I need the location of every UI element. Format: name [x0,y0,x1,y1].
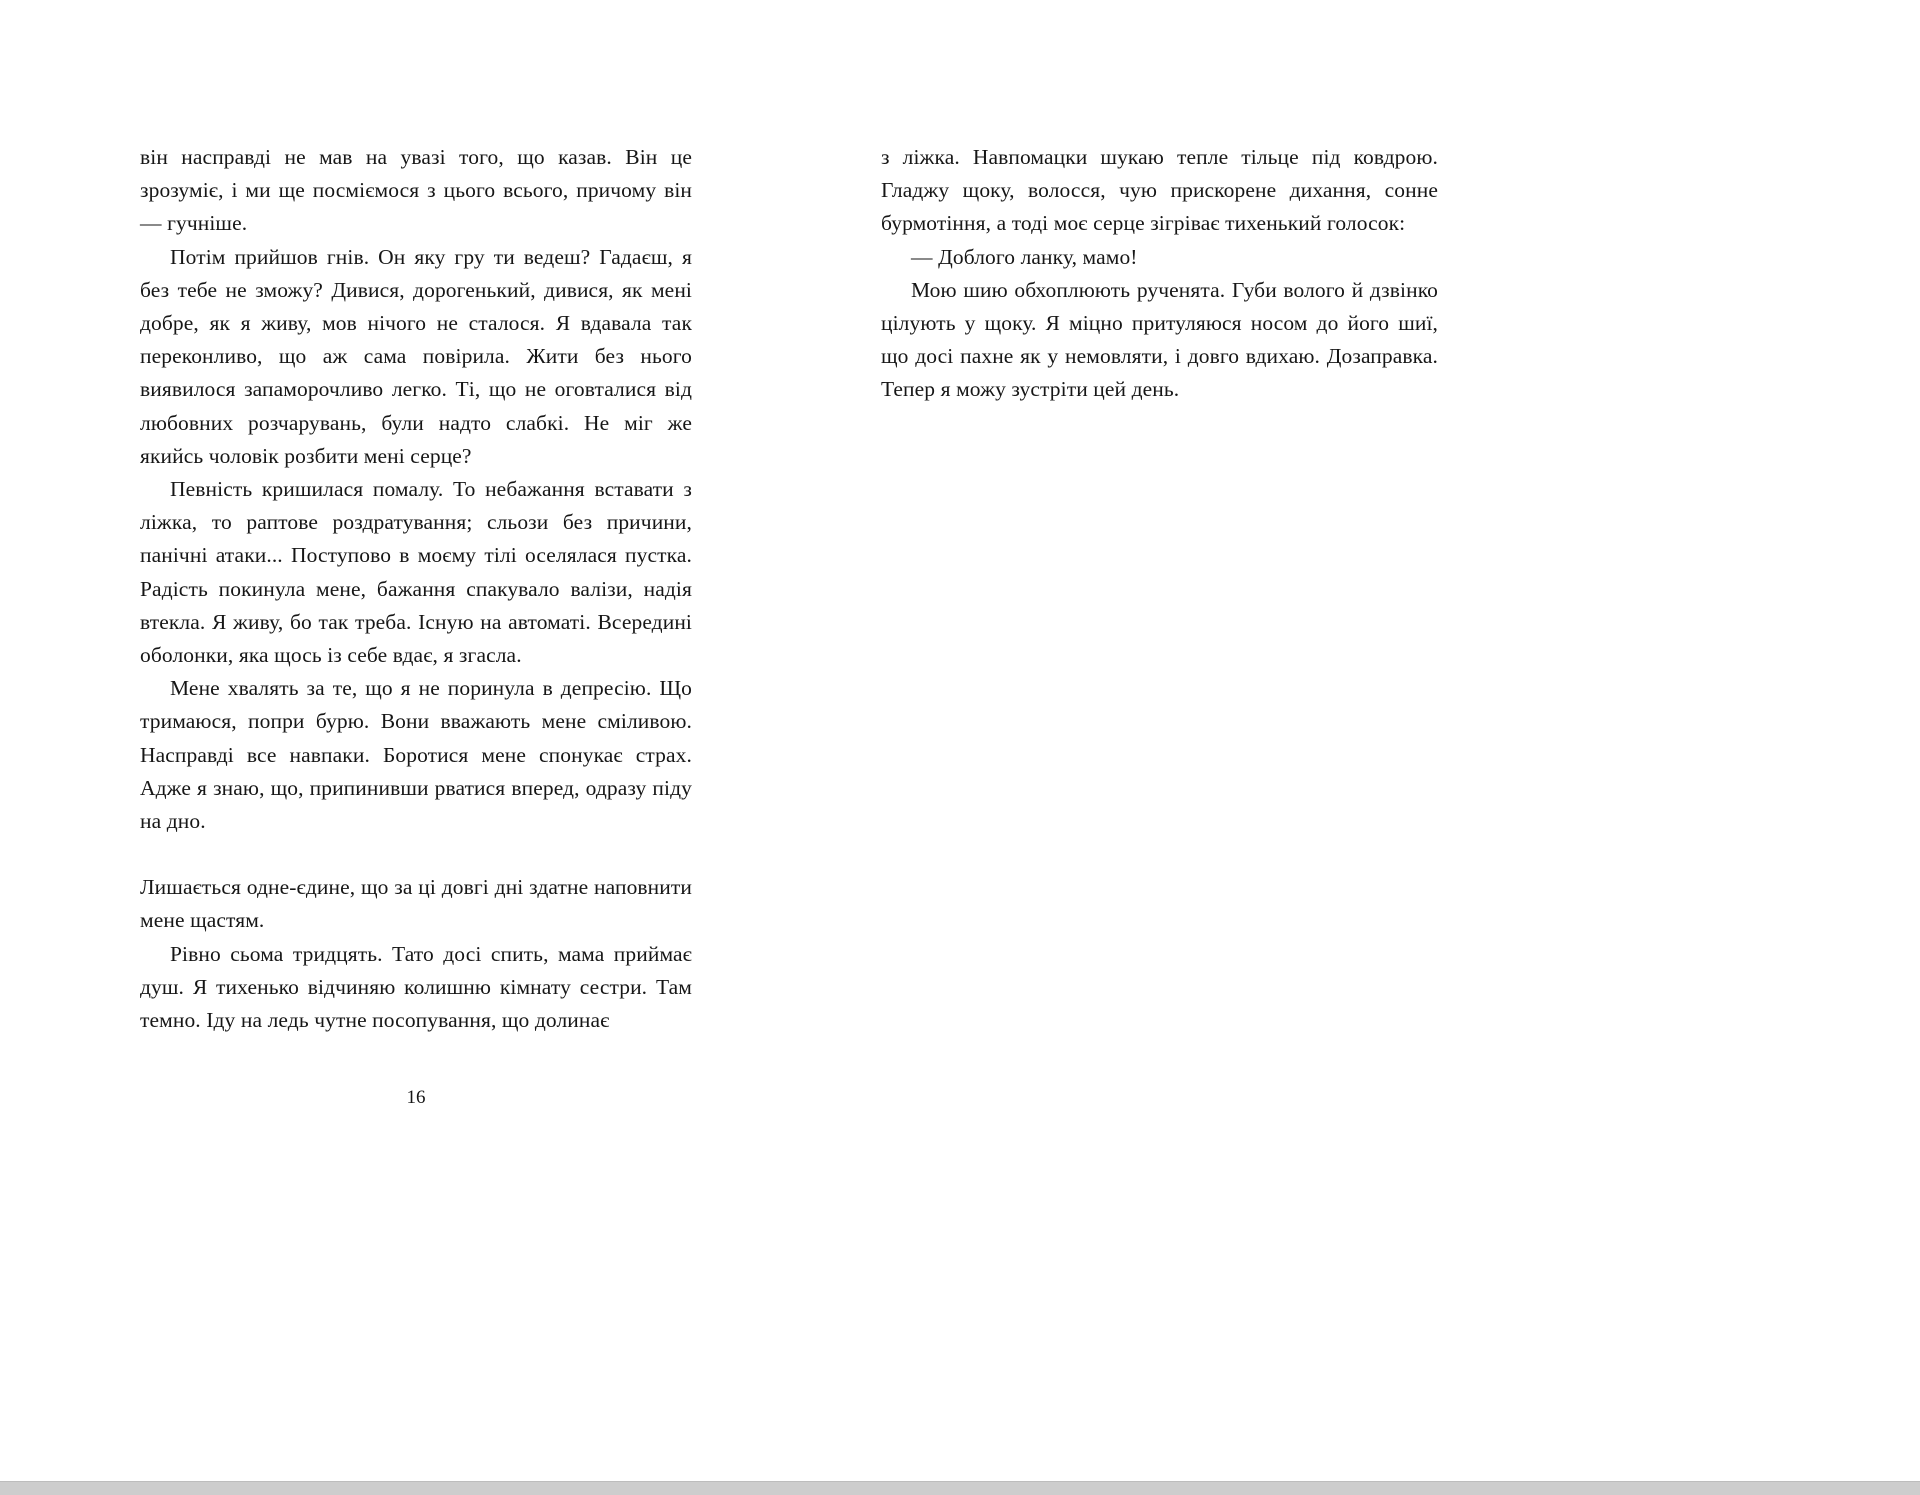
left-page [140,141,692,1037]
bottom-edge-bar [0,1481,1920,1495]
paragraph: Рівно сьома тридцять. Тато досі спить, мама приймає душ. Я тихенько відчиняю колишню кімнату сестри. Там темно. Іду на ледь чутне посопування, що долинає [140,941,692,1033]
right-page [881,141,1438,407]
page-number: 16 [406,1087,426,1108]
paragraph: Мою шию обхоплюють рученята. Губи волого й дзвінко цілують у щоку. Я міцно притуляюся носом до його шиї, що досі пахне як у немовляти, і довго вдихаю. Дозаправка. Тепер я можу зустріти цей день. [881,277,1438,402]
paragraph-dialogue: — Доблого ланку, мамо! [911,244,1138,269]
paragraph: Певність кришилася помалу. То небажання вставати з ліжка, то раптове роздратування; сльози без причини, панічні атаки... Поступово в моєму тілі оселялася пустка. Радість покинула мене, бажання спакувало валізи, надія втекла. Я живу, бо так треба. Існую на автоматі. Всередині оболонки, яка щось із себе вдає, я згасла. [140,477,692,668]
paragraph: з ліжка. Навпомацки шукаю тепле тільце під ковдрою. Гладжу щоку, волосся, чую прискорене дихання, сонне бурмотіння, а тоді моє серце зігріває тихенький голосок: [881,145,1438,236]
paragraph: Потім прийшов гнів. Он яку гру ти ведеш? Гадаєш, я без тебе не зможу? Дивися, дорогенький, дивися, як мені добре, як я живу, мов нічого не сталося. Я вдавала так переконливо, що аж сама повірила. Жити без нього виявилося запаморочливо легко. Ті, що не оговталися від любовних розчарувань, були надто слабкі. Не міг же якийсь чоловік розбити мені серце? [140,244,692,468]
paragraph: він насправді не мав на увазі того, що казав. Він це зрозуміє, і ми ще посміємося з цього всього, причому він — гучніше. [140,145,692,236]
paragraph-section-start: Лишається одне-єдине, що за ці довгі дні здатне наповнити мене щастям. [140,875,692,933]
paragraph: Мене хвалять за те, що я не поринула в депресію. Що тримаюся, попри бурю. Вони вважають мене сміливою. Насправді все навпаки. Боротися мене спонукає страх. Адже я знаю, що, припинивши рватися вперед, одразу піду на дно. [140,676,692,834]
